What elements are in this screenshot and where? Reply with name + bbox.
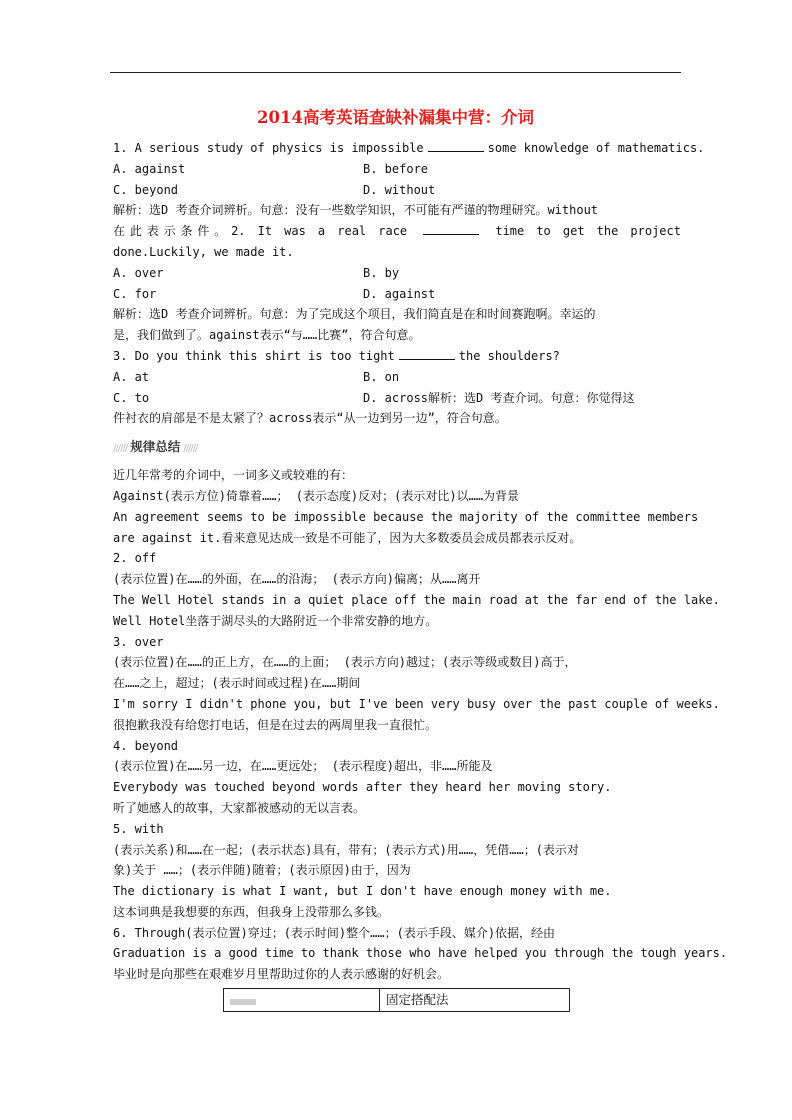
summary-line: The Well Hotel stands in a quiet place off the main road at the far end of the lake.	[113, 592, 720, 607]
option-d: D. without	[363, 182, 436, 197]
summary-line: 3. over	[113, 634, 164, 649]
summary-line: 很抱歉我没有给您打电话，但是在过去的两周里我一直很忙。	[113, 717, 438, 732]
options-row	[113, 388, 681, 409]
options-row	[113, 284, 681, 305]
option-a: A. against	[113, 161, 186, 176]
summary-line: (表示位置)在……的外面，在……的沿海； (表示方向)偏离；从……离开	[113, 572, 481, 587]
method-badge-cell	[224, 989, 380, 1011]
options-row	[113, 367, 681, 388]
question-1: 1. A serious study of physics is impossible some knowledge of mathematics.	[113, 141, 705, 155]
summary-line: (表示关系)和……在一起；(表示状态)具有，带有；(表示方式)用……，凭借……；(表示对	[113, 842, 579, 857]
option-b: B. by	[363, 265, 400, 280]
explanation-1: 解析：选D 考查介词辨析。句意：没有一些数学知识，不可能有严谨的物理研究。without	[113, 203, 599, 218]
explanation-3-cont: 件衬衣的肩部是不是太紧了？across表示“从一边到另一边”，符合句意。	[113, 411, 507, 426]
summary-line: 2. off	[113, 551, 157, 566]
method-badge	[230, 999, 256, 1005]
summary-line: An agreement seems to be impossible because the majority of the committee members	[113, 509, 699, 524]
heading-decoration: //////	[183, 443, 198, 455]
summary-line: I'm sorry I didn't phone you, but I've been very busy over the past couple of weeks.	[113, 696, 720, 711]
answer-blank	[428, 139, 484, 152]
options-row	[113, 263, 681, 284]
answer-blank	[399, 347, 455, 360]
summary-line: (表示位置)在……另一边，在……更远处； (表示程度)超出，非……所能及	[113, 759, 493, 774]
option-c: C. for	[113, 286, 157, 301]
option-a: A. over	[113, 265, 164, 280]
summary-line: 毕业时是向那些在艰难岁月里帮助过你的人表示感谢的好机会。	[113, 967, 450, 982]
method-heading-label: 固定搭配法	[386, 992, 449, 1007]
header-rule	[110, 72, 681, 73]
option-c: C. beyond	[113, 182, 179, 197]
summary-line: 听了她感人的故事，大家都被感动的无以言表。	[113, 800, 366, 815]
heading-label: 规律总结	[130, 439, 181, 455]
summary-line: 近几年常考的介词中，一词多义或较难的有：	[113, 468, 354, 483]
option-b: B. before	[363, 161, 429, 176]
question-3: 3. Do you think this shirt is too tight the shoulders?	[113, 348, 560, 363]
document-body	[113, 138, 728, 985]
options-row	[113, 159, 681, 180]
summary-line: 5. with	[113, 821, 164, 836]
page-title: 2014高考英语查缺补漏集中营：介词	[257, 108, 534, 127]
summary-line: 6. Through(表示位置)穿过；(表示时间)整个……；(表示手段、媒介)依据，经由	[113, 925, 556, 940]
option-d: D. against	[363, 286, 436, 301]
summary-line: Graduation is a good time to thank those who have helped you through the tough years.	[113, 946, 728, 961]
heading-decoration: //////	[113, 443, 128, 455]
summary-line: Against(表示方位)倚靠着……； (表示态度)反对；(表示对比)以……为背景	[113, 488, 520, 503]
option-d-with-explanation: D. across解析：选D 考查介词。句意：你觉得这	[363, 390, 635, 405]
explanation-2: 解析：选D 考查介词辨析。句意：为了完成这个项目，我们简直是在和时间赛跑啊。幸运的	[113, 307, 596, 322]
question-2: 在此表示条件。2. It was a real race time to get the project	[113, 224, 681, 239]
options-row	[113, 180, 681, 201]
option-c: C. to	[113, 390, 150, 405]
section-heading	[113, 435, 681, 459]
summary-line: The dictionary is what I want, but I don't have enough money with me.	[113, 884, 612, 899]
explanation-2-cont: 是，我们做到了。against表示“与……比赛”，符合句意。	[113, 328, 421, 343]
summary-line: Well Hotel坐落于湖尽头的大路附近一个非常安静的地方。	[113, 613, 438, 628]
method-heading-box	[223, 988, 570, 1012]
summary-line: 在……之上，超过；(表示时间或过程)在……期间	[113, 676, 361, 691]
summary-line: are against it.看来意见达成一致是不可能了，因为大多数委员会成员都表示反对。	[113, 530, 582, 545]
summary-line: (表示位置)在……的正上方，在……的上面； (表示方向)越过；(表示等级或数目)高于，	[113, 655, 577, 670]
answer-blank	[423, 222, 479, 235]
question-2-cont: done.Luckily, we made it.	[113, 244, 294, 259]
option-a: A. at	[113, 369, 150, 384]
option-b: B. on	[363, 369, 400, 384]
summary-line: 4. beyond	[113, 738, 179, 753]
summary-line: 象)关于 ……；(表示伴随)随着；(表示原因)由于，因为	[113, 863, 411, 878]
summary-line: Everybody was touched beyond words after they heard her moving story.	[113, 780, 612, 795]
summary-line: 这本词典是我想要的东西，但我身上没带那么多钱。	[113, 904, 390, 919]
